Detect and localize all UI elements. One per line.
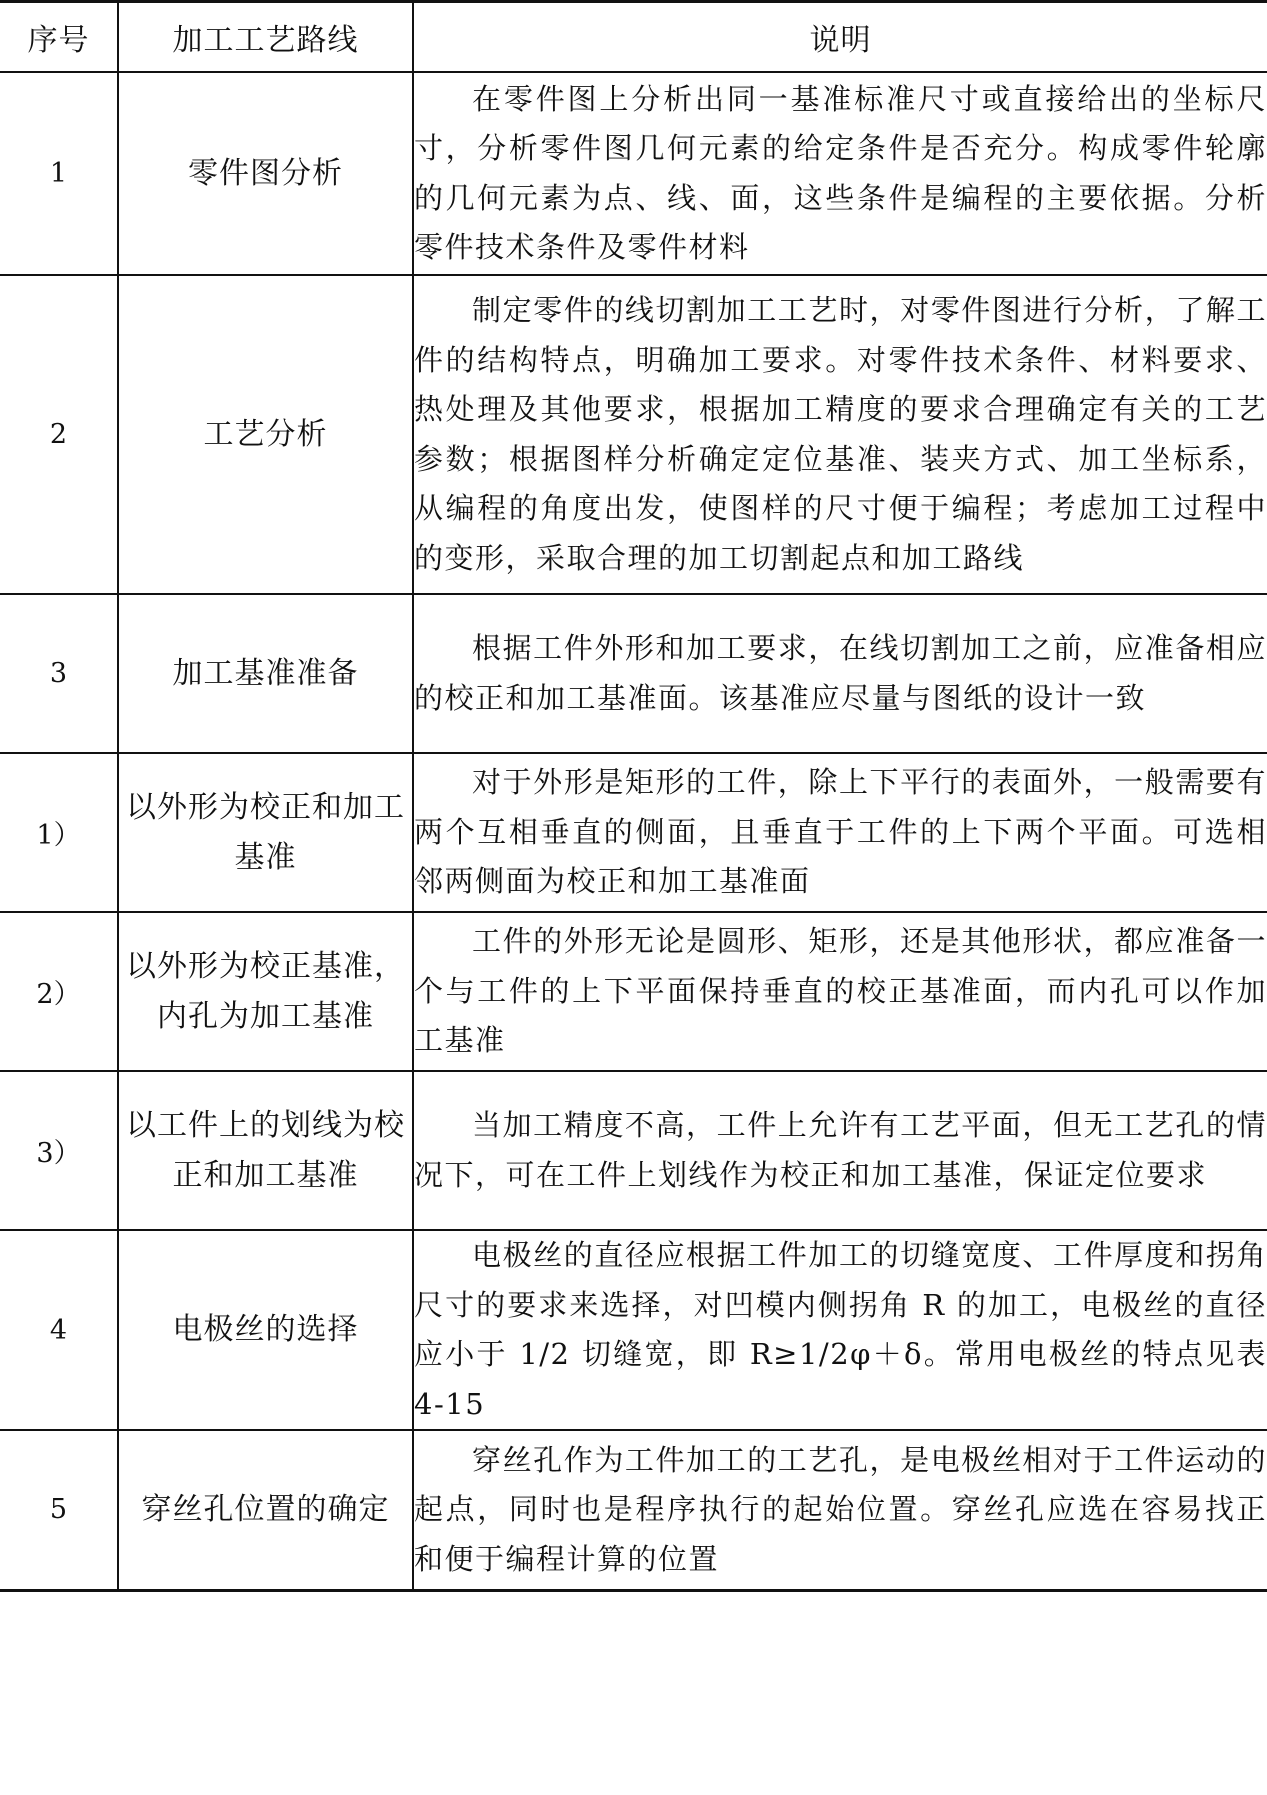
- row-no: 3）: [0, 1071, 118, 1230]
- row-desc: 根据工件外形和加工要求，在线切割加工之前，应准备相应的校正和加工基准面。该基准应尽量与图纸的设计一致: [413, 594, 1267, 753]
- row-no: 1）: [0, 753, 118, 912]
- row-no: 1: [0, 72, 118, 275]
- row-route: 加工基准准备: [118, 594, 413, 753]
- header-desc: 说明: [413, 2, 1267, 73]
- header-no: 序号: [0, 2, 118, 73]
- row-no: 2: [0, 275, 118, 594]
- table-row: [0, 1230, 1267, 1430]
- table-row: [0, 275, 1267, 594]
- row-route: 以外形为校正基准，内孔为加工基准: [118, 912, 413, 1071]
- row-no: 2）: [0, 912, 118, 1071]
- row-desc: 穿丝孔作为工件加工的工艺孔，是电极丝相对于工件运动的起点，同时也是程序执行的起始位置。穿丝孔应选在容易找正和便于编程计算的位置: [414, 1442, 1267, 1576]
- header-route: 加工工艺路线: [118, 2, 413, 73]
- row-route: 以外形为校正和加工基准: [118, 753, 413, 912]
- row-no: 3: [0, 594, 118, 753]
- row-desc: 在零件图上分析出同一基准标准尺寸或直接给出的坐标尺寸，分析零件图几何元素的给定条件是否充分。构成零件轮廓的几何元素为点、线、面，这些条件是编程的主要依据。分析零件技术条件及零件材料: [413, 72, 1267, 275]
- row-desc: 当加工精度不高，工件上允许有工艺平面，但无工艺孔的情况下，可在工件上划线作为校正和加工基准，保证定位要求: [413, 1071, 1267, 1230]
- row-desc: 制定零件的线切割加工工艺时，对零件图进行分析，了解工件的结构特点，明确加工要求。对零件技术条件、材料要求、热处理及其他要求，根据加工精度的要求合理确定有关的工艺参数；根据图样分析确定定位基准、装夹方式、加工坐标系，从编程的角度出发，使图样的尺寸便于编程；考虑加工过程中的变形，采取合理的加工切割起点和加工路线: [413, 275, 1267, 594]
- row-no: 5: [0, 1430, 118, 1590]
- row-desc: 工件的外形无论是圆形、矩形，还是其他形状，都应准备一个与工件的上下平面保持垂直的校正基准面，而内孔可以作加工基准: [413, 912, 1267, 1071]
- row-desc: 对于外形是矩形的工件，除上下平行的表面外，一般需要有两个互相垂直的侧面，且垂直于工件的上下两个平面。可选相邻两侧面为校正和加工基准面: [413, 753, 1267, 912]
- row-no: 4: [0, 1230, 118, 1430]
- table-row: [0, 594, 1267, 753]
- table-row: [0, 72, 1267, 275]
- table-row: [0, 1071, 1267, 1230]
- row-route: 工艺分析: [118, 275, 413, 594]
- row-route: 零件图分析: [118, 72, 413, 275]
- row-route: 电极丝的选择: [118, 1230, 413, 1430]
- table-row: [0, 1430, 1267, 1590]
- table-row: [0, 753, 1267, 912]
- table-header-row: [0, 2, 1267, 73]
- row-desc: 电极丝的直径应根据工件加工的切缝宽度、工件厚度和拐角尺寸的要求来选择，对凹模内侧拐角 R 的加工，电极丝的直径应小于 1/2 切缝宽，即 R≥1/2φ＋δ。常用电极丝的特点见表 4-15: [413, 1230, 1267, 1430]
- row-route: 以工件上的划线为校正和加工基准: [118, 1071, 413, 1230]
- table-row: [0, 912, 1267, 1071]
- row-route: 穿丝孔位置的确定: [118, 1430, 413, 1590]
